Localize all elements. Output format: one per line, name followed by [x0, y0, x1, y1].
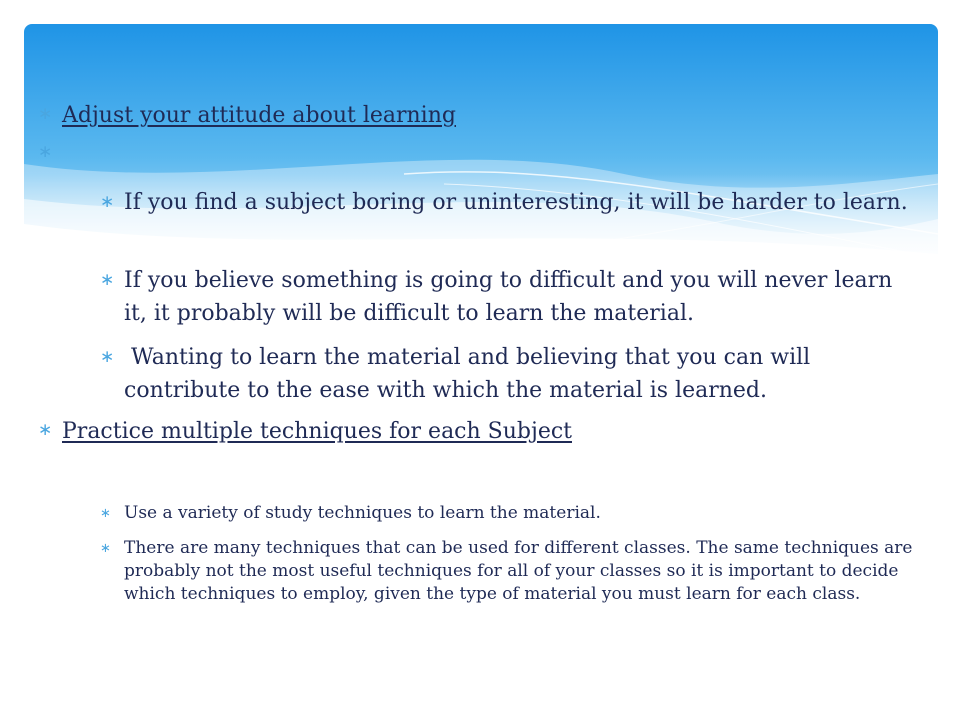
- item-many-techniques: There are many techniques that can be used for different classes. The same techniques are probably not the most useful techniques for all of your classes so it is important to decide which techniques to employ, given the type of material you must learn for each class.: [124, 538, 913, 604]
- bullet-icon: ∗: [100, 347, 115, 367]
- heading-adjust-attitude: Adjust your attitude about learning: [62, 103, 456, 128]
- bullet-icon: ∗: [100, 506, 111, 521]
- item-wanting-to-learn: Wanting to learn the material and believing that you can will contribute to the ease with which the material is learned.: [124, 345, 818, 403]
- list-item: [100, 186, 920, 219]
- bullet-icon: ∗: [38, 104, 53, 124]
- bullet-icon: ∗: [100, 192, 115, 212]
- heading-practice-techniques: Practice multiple techniques for each Subject: [62, 419, 572, 444]
- bullet-icon: ∗: [38, 142, 53, 162]
- item-believe-difficult: If you believe something is going to difficult and you will never learn it, it probably will be difficult to learn the material.: [124, 268, 893, 326]
- list-item: [100, 537, 930, 606]
- list-item: [100, 264, 920, 330]
- bullet-icon: ∗: [38, 420, 53, 440]
- item-variety-techniques: Use a variety of study techniques to learn the material.: [124, 503, 601, 523]
- list-item: [38, 419, 572, 444]
- bullet-icon: ∗: [100, 541, 111, 556]
- bullet-icon: ∗: [100, 270, 115, 290]
- list-item: [38, 103, 456, 128]
- item-boring-subject: If you find a subject boring or uninteresting, it will be harder to learn.: [124, 190, 908, 215]
- list-item: [100, 341, 920, 407]
- list-item: [100, 502, 930, 525]
